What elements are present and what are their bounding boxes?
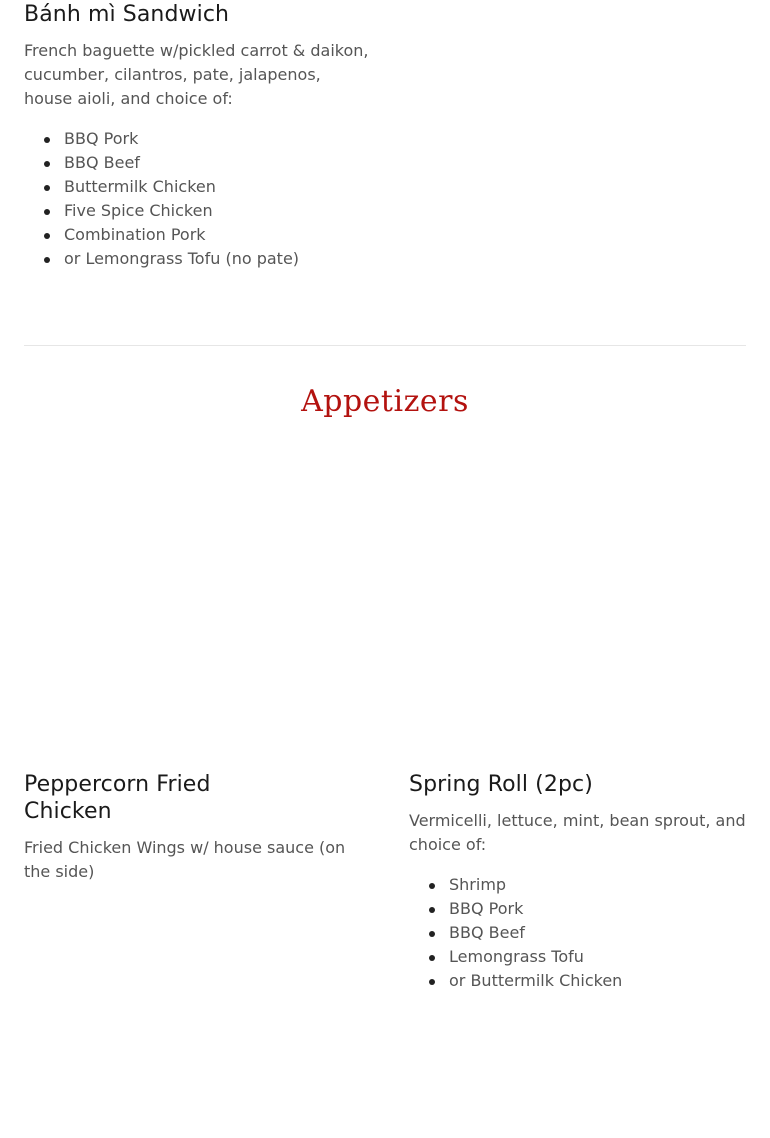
list-item: BBQ Beef xyxy=(449,921,754,945)
menu-item-banh-mi xyxy=(24,1,369,271)
item-options-list xyxy=(409,873,754,993)
item-description: Fried Chicken Wings w/ house sauce (on the side) xyxy=(24,838,346,881)
item-description: Vermicelli, lettuce, mint, bean sprout, and choice of: xyxy=(409,811,746,854)
list-item: or Lemongrass Tofu (no pate) xyxy=(64,247,369,271)
menu-item-spring-roll xyxy=(409,771,754,993)
section-title-appetizers: Appetizers xyxy=(301,384,469,419)
section-divider xyxy=(24,345,746,346)
item-title: Spring Roll (2pc) xyxy=(409,772,593,797)
list-item: BBQ Pork xyxy=(449,897,754,921)
list-item: Shrimp xyxy=(449,873,754,897)
item-description: French baguette w/pickled carrot & daikon, cucumber, cilantros, pate, jalapenos, house aioli, and choice of: xyxy=(24,41,369,108)
list-item: Combination Pork xyxy=(64,223,369,247)
menu-item-peppercorn-fried-chicken xyxy=(24,771,369,884)
list-item: Lemongrass Tofu xyxy=(449,945,754,969)
list-item: or Buttermilk Chicken xyxy=(449,969,754,993)
list-item: BBQ Pork xyxy=(64,127,369,151)
item-title: Peppercorn Fried Chicken xyxy=(24,772,211,824)
item-title: Bánh mì Sandwich xyxy=(24,2,230,27)
item-options-list xyxy=(24,127,369,271)
list-item: Buttermilk Chicken xyxy=(64,175,369,199)
list-item: BBQ Beef xyxy=(64,151,369,175)
list-item: Five Spice Chicken xyxy=(64,199,369,223)
